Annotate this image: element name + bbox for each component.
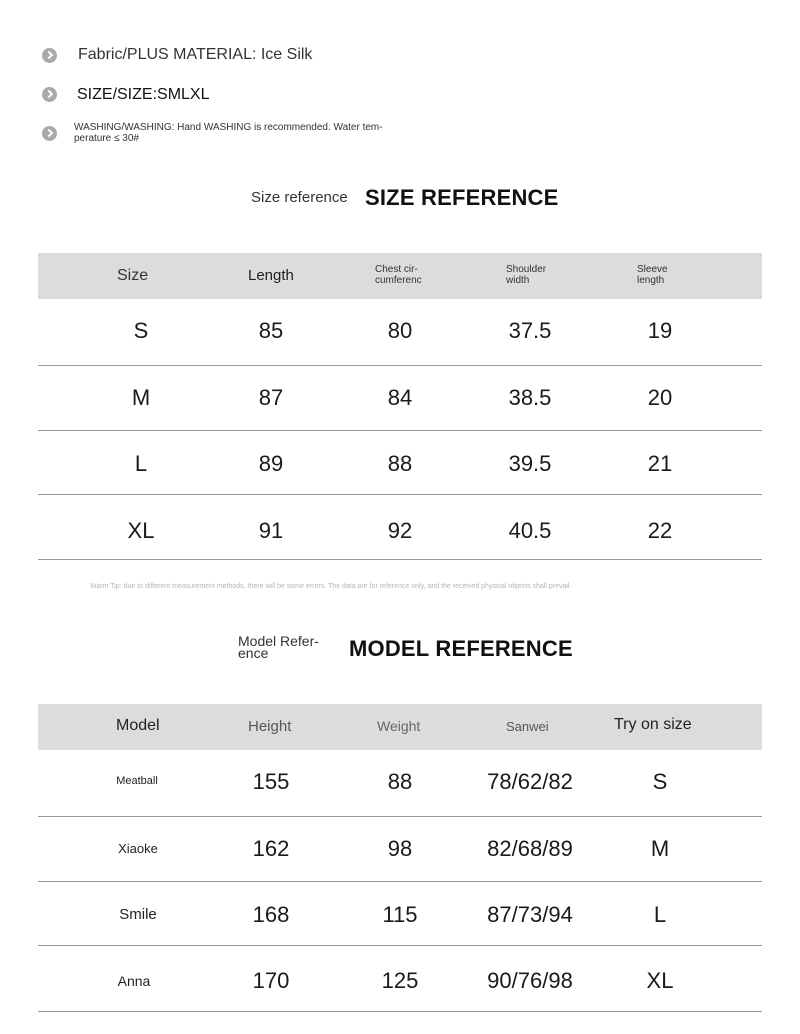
cell-chest: 84 (387, 385, 413, 410)
row-divider (38, 365, 762, 366)
cell-shoulder: 40.5 (508, 518, 552, 543)
header-chest-line1: Chest cir- (375, 264, 418, 275)
header-size: Size (117, 267, 149, 284)
cell-weight: 88 (387, 769, 413, 794)
cell-weight: 115 (382, 902, 418, 927)
header-model: Model (116, 717, 160, 734)
chevron-right-icon (42, 48, 57, 63)
spec-washing (74, 122, 383, 144)
header-length: Length (248, 267, 294, 284)
cell-try-on-size: L (653, 902, 667, 927)
cell-model: Xiaoke (118, 841, 158, 856)
size-reference-label: Size reference (251, 189, 348, 206)
header-sleeve (637, 264, 668, 286)
size-reference-title: SIZE REFERENCE (365, 185, 559, 210)
spec-washing-line2: perature ≤ 30# (74, 133, 139, 144)
cell-sleeve: 19 (647, 318, 673, 343)
header-shoulder-line1: Shoulder (506, 264, 547, 275)
header-height: Height (248, 718, 292, 735)
header-sleeve-line1: Sleeve (637, 264, 668, 275)
chevron-right-icon (42, 87, 57, 102)
spec-fabric: Fabric/PLUS MATERIAL: Ice Silk (78, 46, 313, 63)
cell-length: 87 (258, 385, 284, 410)
cell-try-on-size: S (652, 769, 668, 794)
model-reference-title: MODEL REFERENCE (349, 636, 573, 661)
header-sleeve-line2: length (637, 275, 665, 286)
cell-try-on-size: M (650, 836, 670, 861)
model-reference-label-line2: ence (238, 645, 269, 661)
cell-size: L (134, 451, 148, 476)
row-divider (38, 1011, 762, 1012)
model-reference-label-line1: Model Refer- (238, 633, 319, 649)
chevron-right-icon (42, 126, 57, 141)
cell-size: M (131, 385, 151, 410)
cell-chest: 92 (387, 518, 413, 543)
cell-sanwei: 82/68/89 (487, 836, 573, 861)
row-divider (38, 494, 762, 495)
cell-model: Meatball (116, 775, 158, 787)
cell-sanwei: 87/73/94 (487, 902, 573, 927)
cell-model: Smile (119, 906, 157, 923)
cell-height: 170 (252, 968, 290, 993)
cell-height: 162 (252, 836, 290, 861)
header-sanwei: Sanwei (506, 719, 549, 734)
cell-length: 85 (258, 318, 284, 343)
spec-size: SIZE/SIZE:SMLXL (77, 86, 210, 103)
header-chest-line2: cumferenc (375, 275, 422, 286)
header-shoulder (506, 264, 546, 286)
cell-height: 155 (252, 769, 290, 794)
cell-shoulder: 39.5 (508, 451, 552, 476)
cell-model: Anna (117, 973, 151, 989)
cell-shoulder: 37.5 (508, 318, 552, 343)
header-shoulder-line2: width (506, 275, 530, 286)
cell-sanwei: 78/62/82 (487, 769, 573, 794)
cell-weight: 125 (381, 968, 419, 993)
warm-tip: Warm Tip: due to different measurement methods, there will be some errors. The data are for reference only, and the received physical objects shall prevail. (90, 583, 572, 590)
row-divider (38, 816, 762, 817)
cell-size: S (133, 318, 149, 343)
cell-length: 89 (258, 451, 284, 476)
row-divider (38, 881, 762, 882)
cell-chest: 80 (387, 318, 413, 343)
row-divider (38, 430, 762, 431)
cell-chest: 88 (387, 451, 413, 476)
cell-sleeve: 22 (647, 518, 673, 543)
cell-shoulder: 38.5 (508, 385, 552, 410)
cell-height: 168 (252, 902, 290, 927)
header-weight: Weight (377, 718, 421, 734)
header-chest (375, 264, 422, 286)
cell-sleeve: 21 (647, 451, 673, 476)
cell-sanwei: 90/76/98 (487, 968, 573, 993)
header-try-on-size: Try on size (614, 716, 692, 733)
row-divider (38, 559, 762, 560)
cell-sleeve: 20 (647, 385, 673, 410)
row-divider (38, 945, 762, 946)
model-reference-label (238, 635, 319, 659)
spec-washing-line1: WASHING/WASHING: Hand WASHING is recommended. Water tem- (74, 122, 383, 133)
cell-try-on-size: XL (646, 968, 674, 993)
cell-length: 91 (258, 518, 284, 543)
cell-size: XL (127, 518, 155, 543)
cell-weight: 98 (387, 836, 413, 861)
